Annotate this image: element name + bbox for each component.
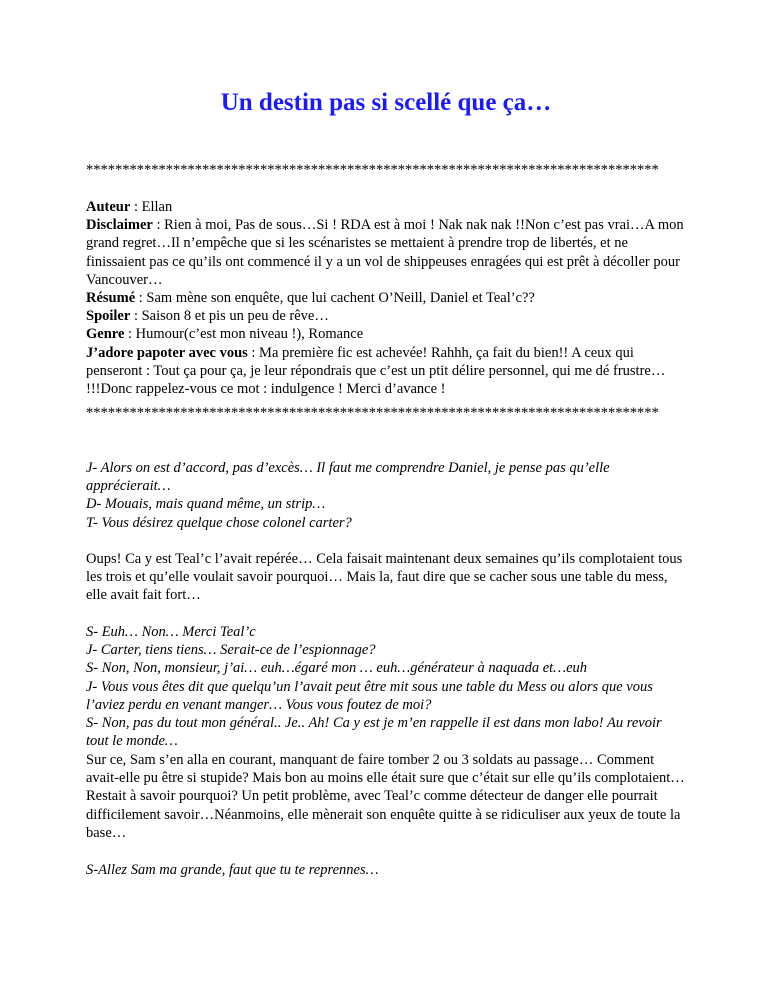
- summary-line: [86, 289, 686, 307]
- chat-label: J’adore papoter avec vous: [86, 344, 248, 361]
- separator-top: *******************************************************************************: [86, 162, 659, 178]
- dialog-line: S- Non, pas du tout mon général.. Je.. Ah! Ca y est je m’en rappelle il est dans mon labo! Au revoir tout le monde…: [86, 715, 662, 750]
- document-title: Un destin pas si scellé que ça…: [220, 89, 552, 116]
- info-block: [86, 198, 686, 398]
- author-text: : Ellan: [130, 199, 173, 215]
- disclaimer-text: : Rien à moi, Pas de sous…Si ! RDA est à moi ! Nak nak nak !!Non c’est pas vrai…A mon grand regret…Il n’empêche que si les scénaristes se mettaient à prendre trop de libertés, et ne finissaient pas ce qu’ils ont commencé il y a un vol de shippeuses enragées qui est prêt à décoller pour Vancouver…: [86, 217, 684, 288]
- narration-text: Oups! Ca y est Teal’c l’avait repérée… Cela faisait maintenant deux semaines qu’ils complotaient tous les trois et qu’elle voulait savoir pourquoi… Mais la, faut dire que se cacher sous une table du mess, elle avait fait fort…: [86, 551, 683, 604]
- narration-paragraph-2: [86, 751, 686, 842]
- dialog-block-3: [86, 861, 686, 879]
- separator-bottom: *******************************************************************************: [86, 405, 659, 421]
- dialog-line: J- Alors on est d’accord, pas d’excès… Il faut me comprendre Daniel, je pense pas qu’elle apprécierait…: [86, 460, 610, 495]
- genre-line: [86, 325, 686, 343]
- dialog-block-2: [86, 623, 686, 750]
- spoiler-text: : Saison 8 et pis un peu de rêve…: [130, 308, 329, 325]
- genre-label: Genre: [86, 326, 125, 343]
- chat-text: : Ma première fic est achevée! Rahhh, ça fait du bien!! A ceux qui penseront : Tout ça pour ça, je leur répondrais que c’est un ptit délire personnel, qui me dé frustre… !!!Donc rappelez-vous ce mot : indulgence ! Merci d’avance !: [86, 344, 666, 398]
- chat-line: [86, 344, 686, 399]
- summary-text: : Sam mène son enquête, que lui cachent O’Neill, Daniel et Teal’c??: [135, 290, 535, 307]
- author-label: Auteur: [86, 199, 131, 215]
- disclaimer-label: Disclaimer: [86, 217, 153, 234]
- disclaimer-line: [86, 216, 686, 289]
- narration-text: Sur ce, Sam s’en alla en courant, manquant de faire tomber 2 ou 3 soldats au passage… Comment avait-elle pu être si stupide? Mais bon au moins elle était sure que c’était sur elle qu’ils complotaient… Restait à savoir pourquoi? Un petit problème, avec Teal’c comme détecteur de danger elle pourrait difficilement savoir…Néanmoins, elle mènerait son enquête quitte à se ridiculiser aux yeux de toute la base…: [86, 752, 685, 841]
- dialog-line: S- Euh… Non… Merci Teal’c: [86, 624, 256, 640]
- dialog-line: J- Carter, tiens tiens… Serait-ce de l’espionnage?: [86, 642, 376, 659]
- genre-text: : Humour(c’est mon niveau !), Romance: [124, 326, 364, 343]
- dialog-line: J- Vous vous êtes dit que quelqu’un l’avait peut être mit sous une table du Mess ou alors que vous l’aviez perdu en venant manger… Vous vous foutez de moi?: [86, 678, 653, 713]
- dialog-line: S-Allez Sam ma grande, faut que tu te reprennes…: [86, 862, 379, 878]
- dialog-line: D- Mouais, mais quand même, un strip…: [86, 496, 326, 513]
- spoiler-label: Spoiler: [86, 308, 131, 325]
- narration-paragraph-1: [86, 550, 686, 605]
- author-line: [86, 198, 686, 216]
- dialog-line: S- Non, Non, monsieur, j’ai… euh…égaré mon … euh…générateur à naquada et…euh: [86, 660, 588, 677]
- dialog-line: T- Vous désirez quelque chose colonel carter?: [86, 514, 352, 531]
- summary-label: Résumé: [86, 290, 136, 307]
- spoiler-line: [86, 307, 686, 325]
- dialog-block-1: [86, 459, 686, 532]
